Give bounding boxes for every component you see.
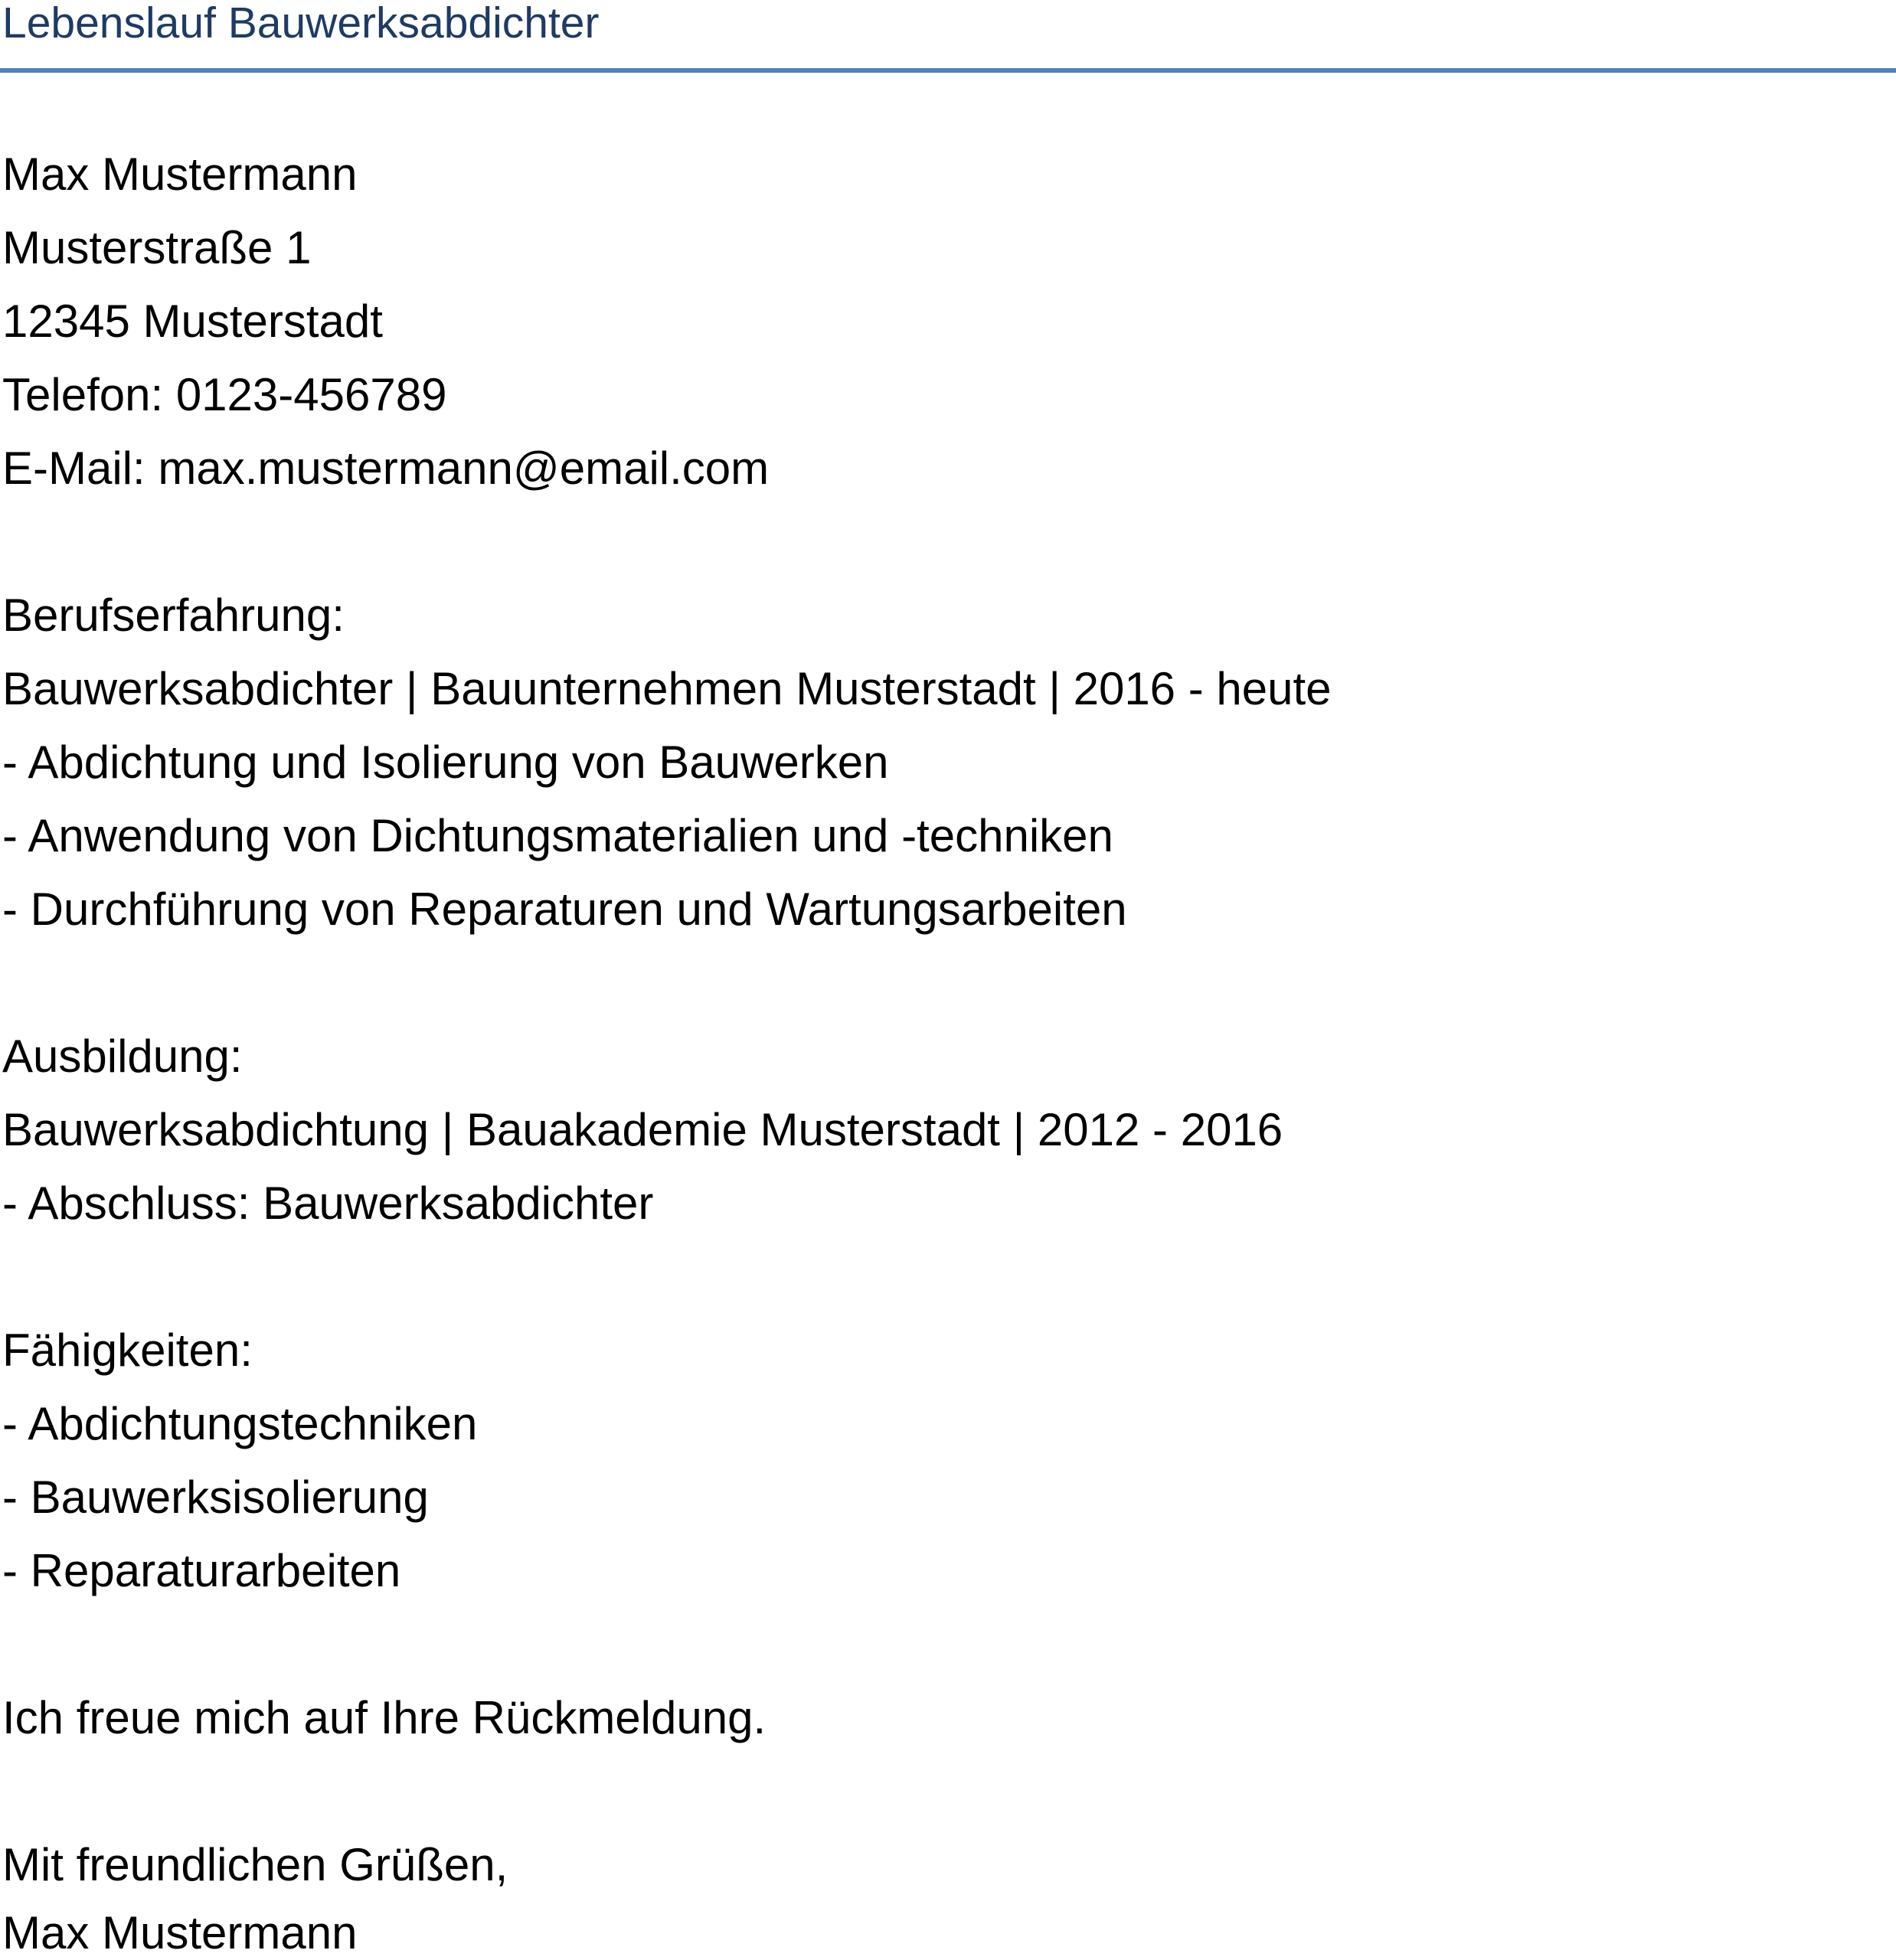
experience-item: - Anwendung von Dichtungsmaterialien und -techniken (2, 810, 1113, 861)
skills-item: - Bauwerksisolierung (2, 1472, 429, 1523)
education-heading: Ausbildung: (2, 1031, 243, 1082)
skills-item: - Reparaturarbeiten (2, 1545, 401, 1596)
skills-heading: Fähigkeiten: (2, 1325, 253, 1376)
contact-street: Musterstraße 1 (2, 222, 312, 273)
contact-name: Max Mustermann (2, 149, 358, 200)
closing-text: Ich freue mich auf Ihre Rückmeldung. (2, 1692, 767, 1743)
closing-signature: Max Mustermann (2, 1907, 358, 1958)
experience-item: - Abdichtung und Isolierung von Bauwerken (2, 737, 889, 788)
education-item: - Abschluss: Bauwerksabdichter (2, 1178, 654, 1229)
contact-phone: Telefon: 0123-456789 (2, 369, 447, 420)
contact-city: 12345 Musterstadt (2, 296, 383, 347)
title-underline (0, 68, 1896, 73)
contact-email: E-Mail: max.mustermann@email.com (2, 443, 770, 494)
closing-salutation: Mit freundlichen Grüßen, (2, 1839, 508, 1890)
document-title: Lebenslauf Bauwerksabdichter (2, 0, 600, 47)
skills-item: - Abdichtungstechniken (2, 1398, 478, 1449)
experience-heading: Berufserfahrung: (2, 590, 345, 641)
experience-item: - Durchführung von Reparaturen und Wartungsarbeiten (2, 884, 1127, 935)
experience-position: Bauwerksabdichter | Bauunternehmen Musterstadt | 2016 - heute (2, 663, 1332, 714)
education-program: Bauwerksabdichtung | Bauakademie Musterstadt | 2012 - 2016 (2, 1104, 1283, 1155)
